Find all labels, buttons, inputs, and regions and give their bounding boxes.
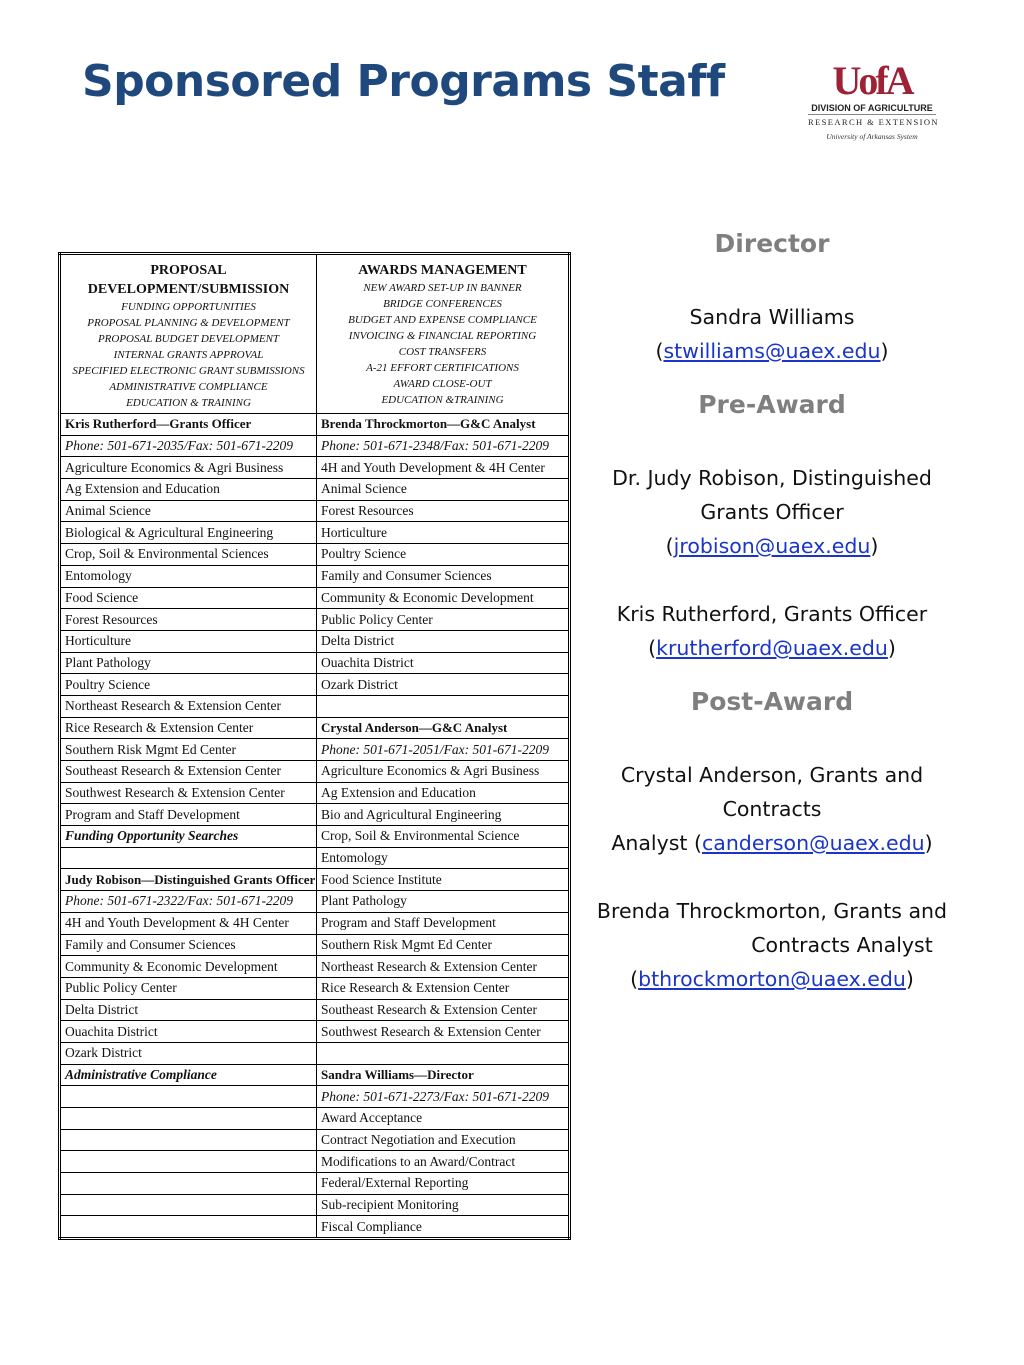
awards-column-cell [317, 565, 570, 587]
cell-text: Agriculture Economics & Agri Business [65, 459, 284, 475]
table-row [60, 956, 570, 978]
awards-column-cell [317, 435, 570, 457]
cell-text: Food Science [65, 589, 139, 605]
cell-text: Modifications to an Award/Contract [321, 1153, 516, 1169]
awards-column-cell [317, 587, 570, 609]
proposal-column-cell [60, 1064, 317, 1086]
cell-text: 4H and Youth Development & 4H Center [65, 915, 289, 931]
cell-text: Ouachita District [65, 1023, 158, 1039]
cell-text: Animal Science [321, 481, 407, 497]
brenda-title-line2: Contracts Analyst [751, 933, 933, 957]
proposal-column-cell [60, 956, 317, 978]
cell-text: Delta District [65, 1001, 139, 1017]
proposal-column-cell [60, 587, 317, 609]
awards-column-cell [317, 695, 570, 717]
proposal-column-cell [60, 999, 317, 1021]
director-email-link[interactable]: stwilliams@uaex.edu [663, 339, 881, 363]
cell-text: Southern Risk Mgmt Ed Center [321, 936, 492, 952]
kris-title-line: Kris Rutherford, Grants Officer [616, 602, 928, 626]
awards-column-cell [317, 804, 570, 826]
awards-column-cell [317, 479, 570, 501]
awards-column-cell [317, 1064, 570, 1086]
awards-column-cell [317, 1021, 570, 1043]
proposal-column-cell [60, 1173, 317, 1195]
table-row [60, 847, 570, 869]
awards-column-cell [317, 544, 570, 566]
proposal-column-cell [60, 717, 317, 739]
cell-text: Judy Robison—Distinguished Grants Officer [65, 871, 316, 887]
brenda-email-line: (bthrockmorton@uaex.edu) [630, 967, 914, 991]
proposal-column-cell [60, 674, 317, 696]
proposal-column-cell [60, 761, 317, 783]
proposal-column-cell [60, 1042, 317, 1064]
awards-column-cell [317, 761, 570, 783]
logo-line-system: University of Arkansas System [826, 132, 918, 141]
table-row [60, 1021, 570, 1043]
awards-column-cell [317, 912, 570, 934]
awards-column-cell [317, 1173, 570, 1195]
cell-text: Ag Extension and Education [65, 481, 220, 497]
logo-line-research: RESEARCH & EXTENSION [808, 114, 936, 129]
cell-text: Rice Research & Extension Center [321, 980, 510, 996]
proposal-column-cell [60, 435, 317, 457]
table-row [60, 891, 570, 913]
director-email-line: (stwilliams@uaex.edu) [655, 339, 889, 363]
cell-text: Community & Economic Development [65, 958, 278, 974]
proposal-column-cell [60, 977, 317, 999]
table-row [60, 1216, 570, 1239]
awards-column-cell [317, 1086, 570, 1108]
cell-text: Phone: 501-671-2348/Fax: 501-671-2209 [321, 438, 549, 454]
proposal-column-cell [60, 522, 317, 544]
cell-text: Horticulture [321, 524, 387, 540]
cell-text: Sub-recipient Monitoring [321, 1197, 459, 1213]
cell-text: Ozark District [65, 1045, 142, 1061]
header-duty-item: INVOICING & FINANCIAL REPORTING [348, 330, 537, 342]
awards-column-cell [317, 847, 570, 869]
cell-text: Ozark District [321, 676, 398, 692]
cell-text: Program and Staff Development [65, 806, 240, 822]
proposal-column-cell [60, 630, 317, 652]
cell-text: Crystal Anderson—G&C Analyst [321, 719, 508, 735]
director-heading: Director [714, 229, 830, 258]
cell-text: Poultry Science [65, 676, 151, 692]
kris-email-link[interactable]: krutherford@uaex.edu [656, 636, 888, 660]
proposal-column-cell [60, 1194, 317, 1216]
proposal-column-cell [60, 457, 317, 479]
cell-text: Delta District [321, 633, 395, 649]
header-duty-item: BUDGET AND EXPENSE COMPLIANCE [348, 314, 537, 326]
header-duty-item: NEW AWARD SET-UP IN BANNER [363, 282, 522, 294]
cell-text: Animal Science [65, 503, 151, 519]
awards-column-cell [317, 826, 570, 848]
division-logo [808, 58, 939, 160]
crystal-email-line: Analyst (canderson@uaex.edu) [611, 831, 933, 855]
table-row [60, 977, 570, 999]
table-row [60, 1108, 570, 1130]
judy-email-link[interactable]: jrobison@uaex.edu [673, 534, 871, 558]
table-row [60, 1173, 570, 1195]
cell-text: Program and Staff Development [321, 915, 496, 931]
cell-text: Award Acceptance [321, 1110, 423, 1126]
logo-line-division: DIVISION OF AGRICULTURE [811, 103, 933, 113]
crystal-title-line2: Contracts [722, 797, 822, 821]
cell-text: Entomology [321, 850, 388, 866]
proposal-column-cell [60, 1021, 317, 1043]
table-row [60, 652, 570, 674]
cell-text: Phone: 501-671-2273/Fax: 501-671-2209 [321, 1088, 549, 1104]
header-duty-item: EDUCATION &TRAINING [381, 394, 504, 406]
uofa-logo-mark: UofA [832, 58, 912, 103]
table-row [60, 414, 570, 436]
proposal-column-cell [60, 804, 317, 826]
table-header-row [60, 254, 570, 414]
cell-text: Forest Resources [321, 503, 414, 519]
awards-column-cell [317, 1194, 570, 1216]
crystal-title-line3: Analyst ( [611, 831, 702, 855]
awards-column-cell [317, 934, 570, 956]
crystal-email-link[interactable]: canderson@uaex.edu [701, 831, 925, 855]
table-row [60, 761, 570, 783]
header-duty-item: PROPOSAL BUDGET DEVELOPMENT [97, 333, 280, 345]
cell-text: Family and Consumer Sciences [321, 568, 492, 584]
table-row [60, 500, 570, 522]
awards-column-cell [317, 869, 570, 891]
proposal-column-cell [60, 782, 317, 804]
cell-text: Plant Pathology [321, 893, 407, 909]
awards-column-cell [317, 674, 570, 696]
awards-column-cell [317, 891, 570, 913]
awards-column-cell [317, 1042, 570, 1064]
header-duty-item: ADMINISTRATIVE COMPLIANCE [109, 381, 268, 393]
director-name: Sandra Williams [689, 305, 855, 329]
header-duty-item: A-21 EFFORT CERTIFICATIONS [366, 362, 519, 374]
awards-column-cell [317, 977, 570, 999]
table-row [60, 695, 570, 717]
brenda-email-link[interactable]: bthrockmorton@uaex.edu [638, 967, 906, 991]
awards-column-cell [317, 739, 570, 761]
proposal-column-cell [60, 739, 317, 761]
cell-text: Poultry Science [321, 546, 407, 562]
proposal-column-cell [60, 869, 317, 891]
table-row [60, 999, 570, 1021]
cell-text: Northeast Research & Extension Center [321, 958, 537, 974]
table-row [60, 630, 570, 652]
proposal-column-cell [60, 1086, 317, 1108]
awards-column-cell [317, 1108, 570, 1130]
proposal-column-cell [60, 609, 317, 631]
cell-text: Phone: 501-671-2322/Fax: 501-671-2209 [65, 893, 293, 909]
proposal-column-cell [60, 414, 317, 436]
table-row [60, 739, 570, 761]
awards-column-cell [317, 652, 570, 674]
proposal-column-cell [60, 500, 317, 522]
proposal-column-cell [60, 1216, 317, 1239]
awards-column-cell [317, 999, 570, 1021]
awards-column-cell [317, 782, 570, 804]
cell-text: Southwest Research & Extension Center [65, 785, 285, 801]
cell-text: Administrative Compliance [65, 1066, 217, 1082]
cell-text: Crop, Soil & Environmental Sciences [65, 546, 269, 562]
table-row [60, 544, 570, 566]
cell-text: Contract Negotiation and Execution [321, 1132, 516, 1148]
proposal-column-cell [60, 1108, 317, 1130]
awards-column-cell [317, 1129, 570, 1151]
table-row [60, 1129, 570, 1151]
table-row [60, 782, 570, 804]
header-duty-item: INTERNAL GRANTS APPROVAL [113, 349, 264, 361]
proposal-column-cell [60, 847, 317, 869]
header-duty-item: FUNDING OPPORTUNITIES [121, 301, 256, 313]
awards-column-cell [317, 609, 570, 631]
table-row [60, 826, 570, 848]
cell-text: Plant Pathology [65, 654, 151, 670]
cell-text: Community & Economic Development [321, 589, 534, 605]
cell-text: Entomology [65, 568, 132, 584]
cell-text: Fiscal Compliance [321, 1218, 422, 1234]
proposal-column-cell [60, 934, 317, 956]
awards-management-header [317, 254, 570, 414]
post-award-heading: Post-Award [690, 687, 854, 716]
proposal-column-cell [60, 544, 317, 566]
proposal-column-cell [60, 479, 317, 501]
staff-contacts-panel [572, 222, 972, 996]
cell-text: Bio and Agricultural Engineering [321, 806, 502, 822]
judy-email-line: (jrobison@uaex.edu) [665, 534, 879, 558]
cell-text: Rice Research & Extension Center [65, 719, 254, 735]
pre-award-heading: Pre-Award [698, 390, 846, 419]
cell-text: Southeast Research & Extension Center [321, 1001, 537, 1017]
cell-text: Phone: 501-671-2051/Fax: 501-671-2209 [321, 741, 549, 757]
cell-text: Family and Consumer Sciences [65, 936, 236, 952]
table-row [60, 674, 570, 696]
awards-column-cell [317, 1151, 570, 1173]
staff-assignment-table [58, 252, 571, 1240]
awards-column-cell [317, 717, 570, 739]
cell-text: Ouachita District [321, 654, 414, 670]
cell-text: Agriculture Economics & Agri Business [321, 763, 540, 779]
proposal-column-cell [60, 652, 317, 674]
header-title: PROPOSAL DEVELOPMENT/SUBMISSION [87, 263, 290, 297]
proposal-column-cell [60, 826, 317, 848]
cell-text: Public Policy Center [321, 611, 433, 627]
cell-text: Southern Risk Mgmt Ed Center [65, 741, 236, 757]
table-row [60, 1086, 570, 1108]
cell-text: 4H and Youth Development & 4H Center [321, 459, 545, 475]
table-row [60, 869, 570, 891]
proposal-column-cell [60, 912, 317, 934]
cell-text: Federal/External Reporting [321, 1175, 469, 1191]
table-row [60, 1194, 570, 1216]
cell-text: Kris Rutherford—Grants Officer [65, 416, 252, 432]
table-row [60, 565, 570, 587]
table-row [60, 1042, 570, 1064]
cell-text: Brenda Throckmorton—G&C Analyst [321, 416, 536, 432]
proposal-column-cell [60, 565, 317, 587]
cell-text: Food Science Institute [321, 871, 442, 887]
cell-text: Southwest Research & Extension Center [321, 1023, 541, 1039]
cell-text: Southeast Research & Extension Center [65, 763, 281, 779]
table-row [60, 457, 570, 479]
proposal-column-cell [60, 1129, 317, 1151]
awards-column-cell [317, 1216, 570, 1239]
kris-email-line: (krutherford@uaex.edu) [648, 636, 896, 660]
awards-column-cell [317, 956, 570, 978]
cell-text: Forest Resources [65, 611, 158, 627]
awards-column-cell [317, 414, 570, 436]
table-row [60, 435, 570, 457]
cell-text: Funding Opportunity Searches [65, 828, 239, 844]
page-title: Sponsored Programs Staff [82, 56, 725, 107]
cell-text: Ag Extension and Education [321, 785, 476, 801]
header-duty-item: BRIDGE CONFERENCES [383, 298, 502, 310]
table-row [60, 717, 570, 739]
table-row [60, 587, 570, 609]
table-row [60, 479, 570, 501]
proposal-column-cell [60, 1151, 317, 1173]
table-row [60, 609, 570, 631]
awards-column-cell [317, 630, 570, 652]
awards-column-cell [317, 500, 570, 522]
table-row [60, 1151, 570, 1173]
cell-text: Biological & Agricultural Engineering [65, 524, 274, 540]
awards-column-cell [317, 522, 570, 544]
header-duty-item: SPECIFIED ELECTRONIC GRANT SUBMISSIONS [72, 365, 305, 377]
table-row [60, 912, 570, 934]
cell-text: Public Policy Center [65, 980, 177, 996]
judy-title-line1: Dr. Judy Robison, Distinguished [612, 466, 932, 490]
crystal-title-line1: Crystal Anderson, Grants and [620, 763, 924, 787]
judy-title-line2: Grants Officer [700, 500, 844, 524]
table-row [60, 522, 570, 544]
awards-column-cell [317, 457, 570, 479]
brenda-title-line1: Brenda Throckmorton, Grants and [596, 899, 948, 923]
table-row [60, 804, 570, 826]
header-duty-item: COST TRANSFERS [398, 346, 487, 358]
proposal-column-cell [60, 891, 317, 913]
table-row [60, 934, 570, 956]
proposal-development-header [60, 254, 317, 414]
cell-text: Phone: 501-671-2035/Fax: 501-671-2209 [65, 438, 293, 454]
proposal-column-cell [60, 695, 317, 717]
cell-text: Northeast Research & Extension Center [65, 698, 281, 714]
cell-text: Crop, Soil & Environmental Science [321, 828, 520, 844]
header-duty-item: AWARD CLOSE-OUT [393, 378, 492, 390]
header-title: AWARDS MANAGEMENT [358, 263, 527, 278]
cell-text: Sandra Williams—Director [321, 1066, 474, 1082]
table-row [60, 1064, 570, 1086]
header-duty-item: PROPOSAL PLANNING & DEVELOPMENT [87, 317, 290, 329]
cell-text: Horticulture [65, 633, 131, 649]
header-duty-item: EDUCATION & TRAINING [126, 397, 251, 409]
